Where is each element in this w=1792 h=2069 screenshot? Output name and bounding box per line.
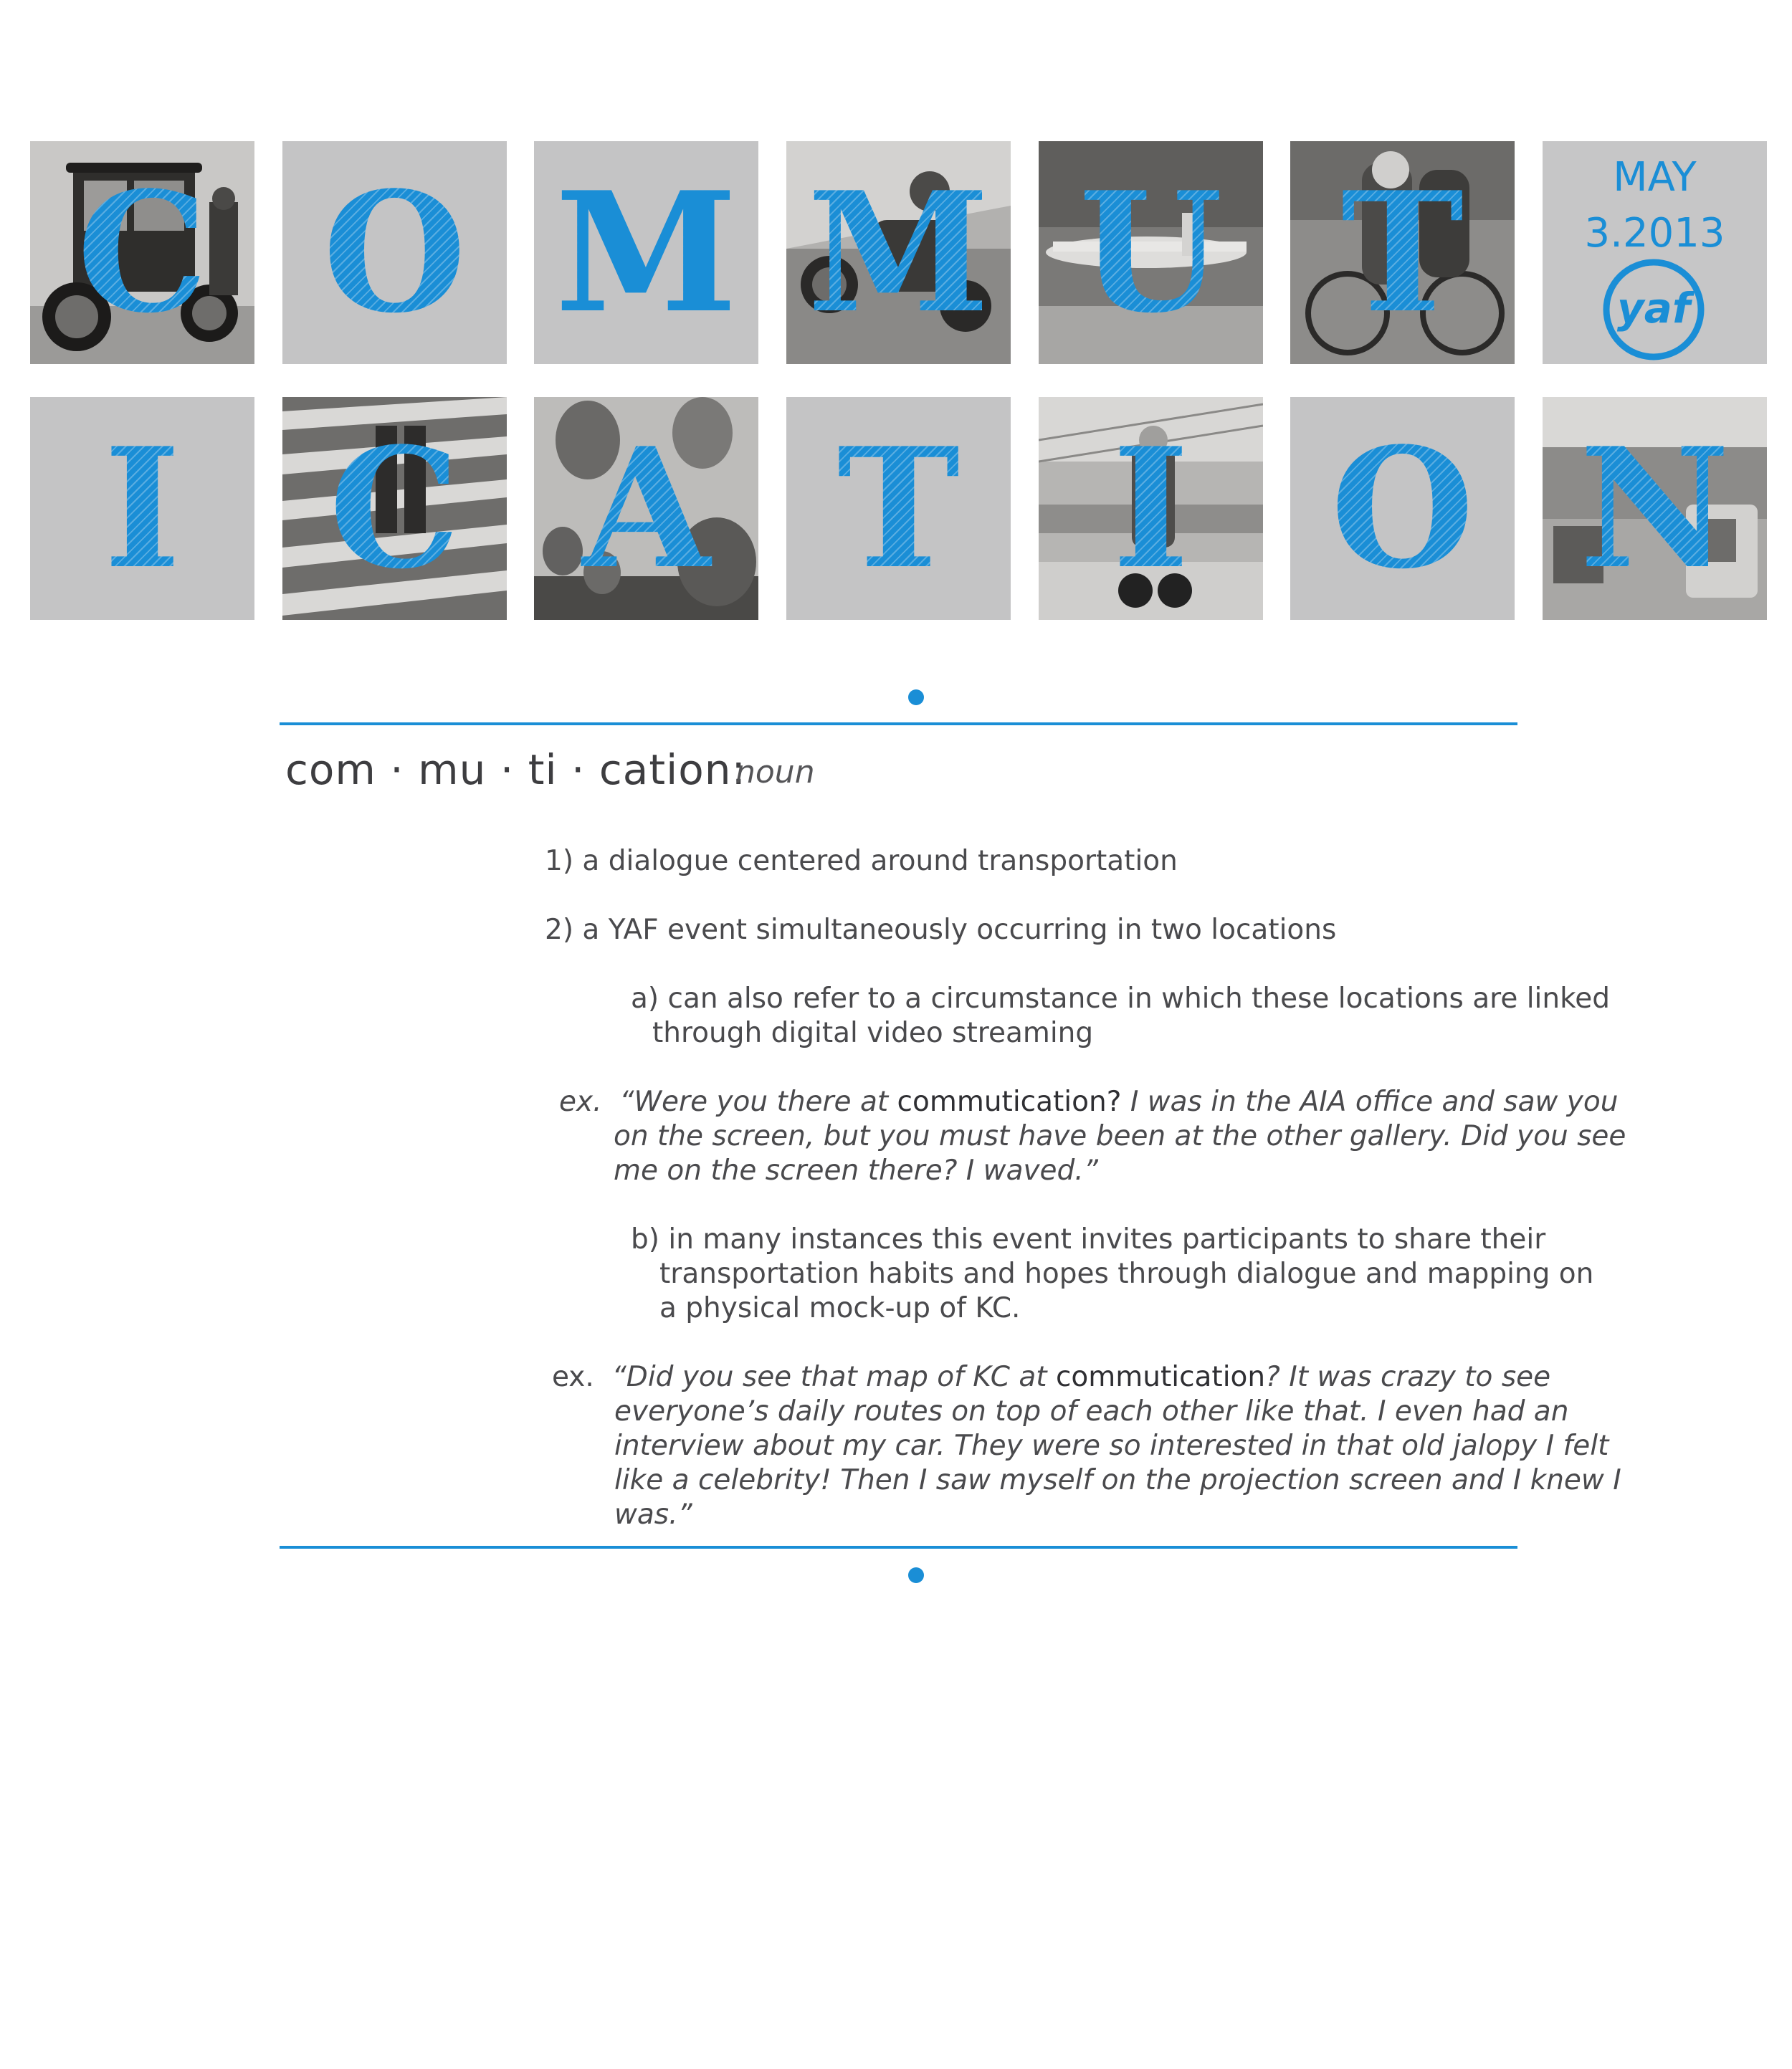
- sense-2a-line-2: through digital video streaming: [652, 1017, 1094, 1049]
- headword: com · mu · ti · cation:: [285, 745, 746, 794]
- sense-2: 2) a YAF event simultaneously occurring in two locations: [545, 914, 1337, 946]
- example-2-keyword: commutication: [1055, 1361, 1266, 1393]
- tile-a-balloons: [534, 397, 758, 620]
- letter-c-2: C: [282, 397, 507, 620]
- example-1-label: ex.: [559, 1086, 602, 1118]
- bottom-rule: [280, 1546, 1517, 1549]
- date-tile: [1543, 141, 1767, 364]
- example-2-pre: “Did you see that map of KC at: [611, 1361, 1056, 1393]
- part-of-speech: noun: [735, 754, 815, 790]
- title-grid: [0, 0, 1792, 631]
- tile-i: [30, 397, 254, 620]
- sense-2b-line-2: transportation habits and hopes through dialogue and mapping on: [659, 1258, 1594, 1290]
- example-2-line-3: interview about my car. They were so interested in that old jalopy I felt: [614, 1430, 1609, 1462]
- yaf-logo: [1600, 256, 1707, 363]
- sense-2b-line-3: a physical mock-up of KC.: [659, 1292, 1021, 1324]
- tile-m: [534, 141, 758, 364]
- letter-m: M: [534, 141, 758, 364]
- letter-i: I: [30, 397, 254, 620]
- example-2-post: ? It was crazy to see: [1265, 1361, 1551, 1393]
- tile-t-bicycle: [1290, 141, 1515, 364]
- letter-o: O: [282, 141, 507, 364]
- top-dot: [908, 689, 924, 705]
- example-2-line-1: [552, 1360, 1550, 1395]
- letter-t: T: [1290, 141, 1515, 364]
- letter-c: C: [30, 141, 254, 364]
- tile-c-vintage-car: [30, 141, 254, 364]
- example-1-line-2: on the screen, but you must have been at the other gallery. Did you see: [614, 1120, 1626, 1152]
- tile-c-crosswalk: [282, 397, 507, 620]
- sense-2a-line-1: a) can also refer to a circumstance in which these locations are linked: [631, 983, 1611, 1015]
- example-1-pre: “Were you there at: [619, 1086, 897, 1118]
- letter-m-2: M: [786, 141, 1011, 364]
- tile-o: [282, 141, 507, 364]
- tile-m-tricycle: [786, 141, 1011, 364]
- example-1-post: I was in the AIA office and saw you: [1121, 1086, 1619, 1118]
- letter-u: U: [1039, 141, 1263, 364]
- bottom-dot: [908, 1567, 924, 1583]
- example-2-line-2: everyone’s daily routes on top of each other like that. I even had an: [614, 1395, 1569, 1428]
- example-1-line-1: [559, 1085, 1618, 1119]
- example-2-line-4: like a celebrity! Then I saw myself on the projection screen and I knew I: [614, 1464, 1621, 1496]
- example-1-line-3: me on the screen there? I waved.”: [614, 1155, 1098, 1187]
- letter-a: A: [534, 397, 758, 620]
- letter-o-2: O: [1290, 397, 1515, 620]
- tile-u-airplane: [1039, 141, 1263, 364]
- tile-t-2: [786, 397, 1011, 620]
- date-year: 3.2013: [1584, 210, 1725, 257]
- yaf-logo-text: yaf: [1616, 284, 1691, 333]
- example-2-label: ex.: [552, 1361, 594, 1393]
- top-rule: [280, 722, 1517, 725]
- sense-2b-line-1: b) in many instances this event invites participants to share their: [631, 1223, 1546, 1256]
- letter-t-2: T: [786, 397, 1011, 620]
- example-2-line-5: was.”: [614, 1499, 692, 1531]
- tile-o-2: [1290, 397, 1515, 620]
- date-month: MAY: [1613, 154, 1697, 201]
- example-1-keyword: commutication?: [897, 1086, 1122, 1118]
- tile-i-segway: [1039, 397, 1263, 620]
- letter-i-2: I: [1039, 397, 1263, 620]
- letter-n: N: [1543, 397, 1767, 620]
- tile-n-train: [1543, 397, 1767, 620]
- sense-1: 1) a dialogue centered around transportation: [545, 845, 1178, 877]
